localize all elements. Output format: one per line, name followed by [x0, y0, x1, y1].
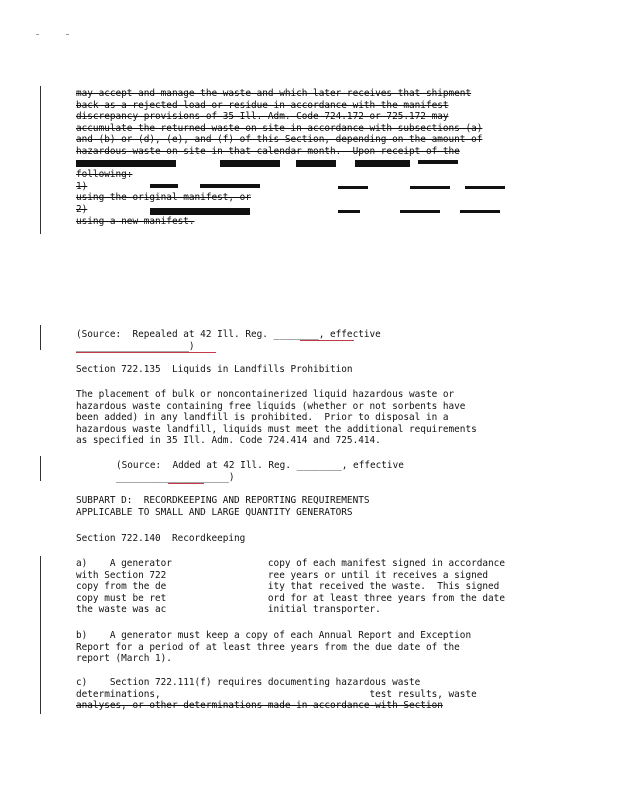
redaction-mark — [338, 210, 360, 213]
text-line: 2) — [76, 203, 88, 215]
text-line: been added) in any landfill is prohibited. Prior to disposal in a — [76, 412, 449, 424]
section-722-140-para-b — [76, 630, 546, 665]
redaction-mark — [200, 184, 260, 188]
text-line: a) A generator copy of each manifest signed in accordance — [76, 558, 505, 569]
revision-bar — [40, 86, 41, 234]
redaction-mark — [418, 160, 458, 164]
section-722-140 — [76, 533, 546, 545]
text-line: discrepancy provisions of 35 Ill. Adm. Code 724.172 or 725.172 may — [76, 111, 449, 123]
text-line: following: — [76, 169, 133, 181]
text-line: copy must be ret ord for at least three years from the date — [76, 592, 505, 604]
insertion-underline — [168, 483, 204, 484]
text-line: using the original manifest, or — [76, 192, 251, 204]
text-line: determinations, test results, waste — [76, 688, 477, 700]
text-line: with Section 722 ree years or until it receives a signed — [76, 569, 489, 581]
text-line: may accept and manage the waste and which later receives that shipment — [76, 88, 472, 99]
revision-bar — [40, 556, 41, 714]
redaction-mark — [400, 210, 440, 213]
text-line: analyses, or other determinations made in accordance with Section — [76, 700, 443, 712]
redaction-mark — [220, 160, 280, 167]
text-line: using a new manifest. — [76, 215, 195, 227]
revision-bar — [40, 456, 41, 481]
redaction-mark — [355, 160, 410, 167]
text-line: hazardous waste landfill, liquids must meet the additional requirements — [76, 423, 477, 435]
redaction-mark — [296, 160, 336, 167]
text-line: as specified in 35 Ill. Adm. Code 724.414 and 725.414. — [76, 435, 381, 447]
scan-speck — [66, 34, 69, 35]
subpart-subtitle: APPLICABLE TO SMALL AND LARGE QUANTITY GENERATORS — [76, 506, 353, 518]
text-line: c) Section 722.111(f) requires documenting hazardous waste — [76, 677, 421, 688]
source-line: (Source: Repealed at 42 Ill. Reg. ________, effective — [76, 329, 381, 340]
redaction-mark — [465, 186, 505, 189]
insertion-underline — [76, 352, 216, 353]
source-date-blank: ____________________) — [116, 472, 235, 483]
section-heading: Section 722.135 Liquids in Landfills Prohibition — [76, 364, 353, 375]
source-line: (Source: Added at 42 Ill. Reg. ________, effective — [116, 460, 404, 471]
scan-speck — [36, 34, 39, 35]
text-line: 1) — [76, 180, 88, 192]
struck-paragraph — [76, 88, 546, 227]
subpart-heading — [76, 495, 546, 518]
redaction-mark — [76, 160, 176, 167]
redaction-mark — [460, 210, 500, 213]
text-line: back as a rejected load or residue in accordance with the manifest — [76, 99, 449, 111]
section-722-135-body — [76, 389, 546, 447]
insertion-underline — [300, 340, 354, 341]
redaction-mark — [338, 186, 368, 189]
text-line: copy from the de ity that received the waste. This signed — [76, 581, 500, 593]
section-722-140-para-a — [76, 558, 546, 616]
subpart-title: SUBPART D: RECORDKEEPING AND REPORTING REQUIREMENTS — [76, 495, 370, 506]
text-line: hazardous waste containing free liquids (whether or not sorbents have — [76, 400, 466, 412]
redaction-mark — [150, 184, 178, 188]
redaction-mark — [150, 208, 250, 215]
text-line: and (b) or (d), (e), and (f) of this Section, depending on the amount of — [76, 134, 483, 146]
text-line: hazardous waste on site in that calendar month. Upon receipt of the — [76, 145, 460, 157]
revision-bar — [40, 325, 41, 350]
redaction-mark — [410, 186, 450, 189]
text-line: the waste was ac initial transporter. — [76, 604, 381, 616]
text-line: Report for a period of at least three years from the due date of the — [76, 641, 460, 653]
source-note-added-date — [116, 472, 586, 484]
text-line: report (March 1). — [76, 653, 172, 665]
section-722-135 — [76, 364, 546, 376]
source-date-blank: ____________________) — [76, 340, 195, 352]
section-heading: Section 722.140 Recordkeeping — [76, 533, 246, 544]
text-line: the — [183, 157, 201, 169]
text-line: The placement of bulk or noncontainerized liquid hazardous waste or — [76, 389, 455, 400]
section-722-140-para-c — [76, 677, 546, 712]
text-line: accumulate the returned waste on site in accordance with subsections (a) — [76, 122, 483, 134]
source-note-added — [116, 460, 586, 472]
text-line: b) A generator must keep a copy of each Annual Report and Exception — [76, 630, 472, 641]
